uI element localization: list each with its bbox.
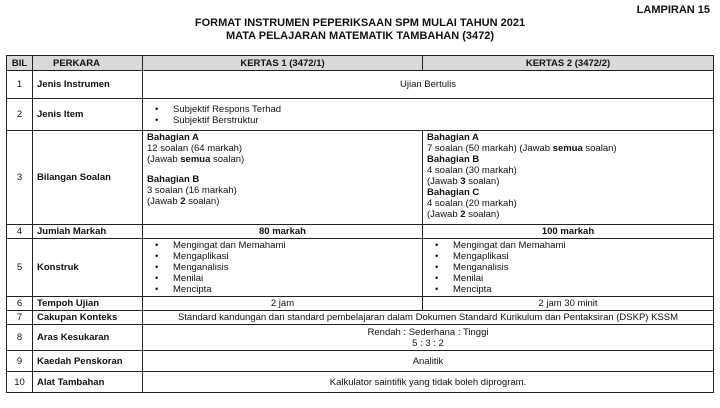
- row-perkara: Jenis Instrumen: [33, 71, 143, 99]
- difficulty-ratio: 5 : 3 : 2: [412, 337, 444, 349]
- section-line: (Jawab 3 soalan): [427, 176, 500, 187]
- list-item: • Mengingat dan Memahami: [173, 240, 418, 251]
- list-item: • Mengaplikasi: [453, 251, 709, 262]
- row-perkara: Jumlah Markah: [33, 225, 143, 239]
- row-perkara: Cakupan Konteks: [33, 311, 143, 325]
- section-title: Bahagian C: [427, 187, 480, 198]
- table-row: [7, 99, 714, 131]
- row-value: [143, 325, 714, 351]
- kertas-1-marks: 80 markah: [143, 225, 423, 239]
- row-bil: 6: [7, 297, 33, 311]
- row-bil: 9: [7, 351, 33, 372]
- list-item: • Menilai: [453, 273, 709, 284]
- header-bil: BIL: [7, 56, 33, 71]
- row-perkara: Bilangan Soalan: [33, 131, 143, 225]
- section-title: Bahagian B: [427, 154, 480, 165]
- kertas-2-marks: 100 markah: [423, 225, 714, 239]
- list-item: • Menilai: [173, 273, 418, 284]
- row-bil: 1: [7, 71, 33, 99]
- list-item: • Menganalisis: [173, 262, 418, 273]
- document-title: FORMAT INSTRUMEN PEPERIKSAAN SPM MULAI TAHUN 2021: [194, 17, 526, 29]
- header-perkara: PERKARA: [33, 56, 143, 71]
- lampiran-label: LAMPIRAN 15: [636, 4, 710, 16]
- row-perkara: Konstruk: [33, 239, 143, 297]
- row-bil: 8: [7, 325, 33, 351]
- table-row: [7, 297, 714, 311]
- list-item: • Mencipta: [453, 284, 709, 295]
- section-line: 3 soalan (16 markah): [147, 185, 237, 196]
- list-item: • Menganalisis: [453, 262, 709, 273]
- item-type-list: [147, 104, 709, 126]
- difficulty-levels: Rendah : Sederhana : Tinggi: [367, 326, 489, 338]
- row-value: Analitik: [143, 351, 714, 372]
- list-item: • Subjektif Respons Terhad: [173, 104, 709, 115]
- row-bil: 7: [7, 311, 33, 325]
- row-bil: 3: [7, 131, 33, 225]
- section-line: 7 soalan (50 markah) (Jawab semua soalan): [427, 143, 617, 154]
- row-bil: 4: [7, 225, 33, 239]
- table-row: [7, 239, 714, 297]
- list-item: • Mengaplikasi: [173, 251, 418, 262]
- kertas-2-duration: 2 jam 30 minit: [423, 297, 714, 311]
- section-line: 4 soalan (20 markah): [427, 198, 517, 209]
- kertas-1-question-cell: [143, 131, 423, 225]
- row-perkara: Aras Kesukaran: [33, 325, 143, 351]
- table-row: [7, 131, 714, 225]
- table-row: [7, 71, 714, 99]
- row-perkara: Kaedah Penskoran: [33, 351, 143, 372]
- section-line: 12 soalan (64 markah): [147, 143, 243, 154]
- table-row: [7, 351, 714, 372]
- table-header-row: [7, 56, 714, 71]
- header-kertas-1: KERTAS 1 (3472/1): [143, 56, 423, 71]
- format-table: [6, 55, 714, 393]
- table-row: [7, 325, 714, 351]
- row-bil: 5: [7, 239, 33, 297]
- document-subtitle: MATA PELAJARAN MATEMATIK TAMBAHAN (3472): [225, 30, 495, 42]
- row-value: [143, 99, 714, 131]
- row-value: Ujian Bertulis: [143, 71, 714, 99]
- row-bil: 2: [7, 99, 33, 131]
- table-row: [7, 311, 714, 325]
- kertas-1-duration: 2 jam: [143, 297, 423, 311]
- row-value: Standard kandungan dan standard pembelajaran dalam Dokumen Standard Kurikulum dan Pentaksiran (DSKP) KSSM: [143, 311, 714, 325]
- construct-list: [147, 240, 418, 295]
- kertas-2-construct-cell: [423, 239, 714, 297]
- row-bil: 10: [7, 372, 33, 393]
- row-perkara: Tempoh Ujian: [33, 297, 143, 311]
- section-title: Bahagian B: [147, 174, 200, 185]
- section-title: Bahagian A: [427, 132, 479, 143]
- section-line: (Jawab 2 soalan): [427, 209, 500, 220]
- list-item: • Mengingat dan Memahami: [453, 240, 709, 251]
- construct-list: [427, 240, 709, 295]
- table-row: [7, 372, 714, 393]
- header-kertas-2: KERTAS 2 (3472/2): [423, 56, 714, 71]
- table-row: [7, 225, 714, 239]
- section-line: (Jawab semua soalan): [147, 154, 245, 165]
- row-perkara: Alat Tambahan: [33, 372, 143, 393]
- kertas-1-construct-cell: [143, 239, 423, 297]
- section-title: Bahagian A: [147, 132, 199, 143]
- row-value: Kalkulator saintifik yang tidak boleh diprogram.: [143, 372, 714, 393]
- section-line: 4 soalan (30 markah): [427, 165, 517, 176]
- list-item: • Mencipta: [173, 284, 418, 295]
- list-item: • Subjektif Berstruktur: [173, 115, 709, 126]
- row-perkara: Jenis Item: [33, 99, 143, 131]
- kertas-2-question-cell: [423, 131, 714, 225]
- section-line: (Jawab 2 soalan): [147, 196, 220, 207]
